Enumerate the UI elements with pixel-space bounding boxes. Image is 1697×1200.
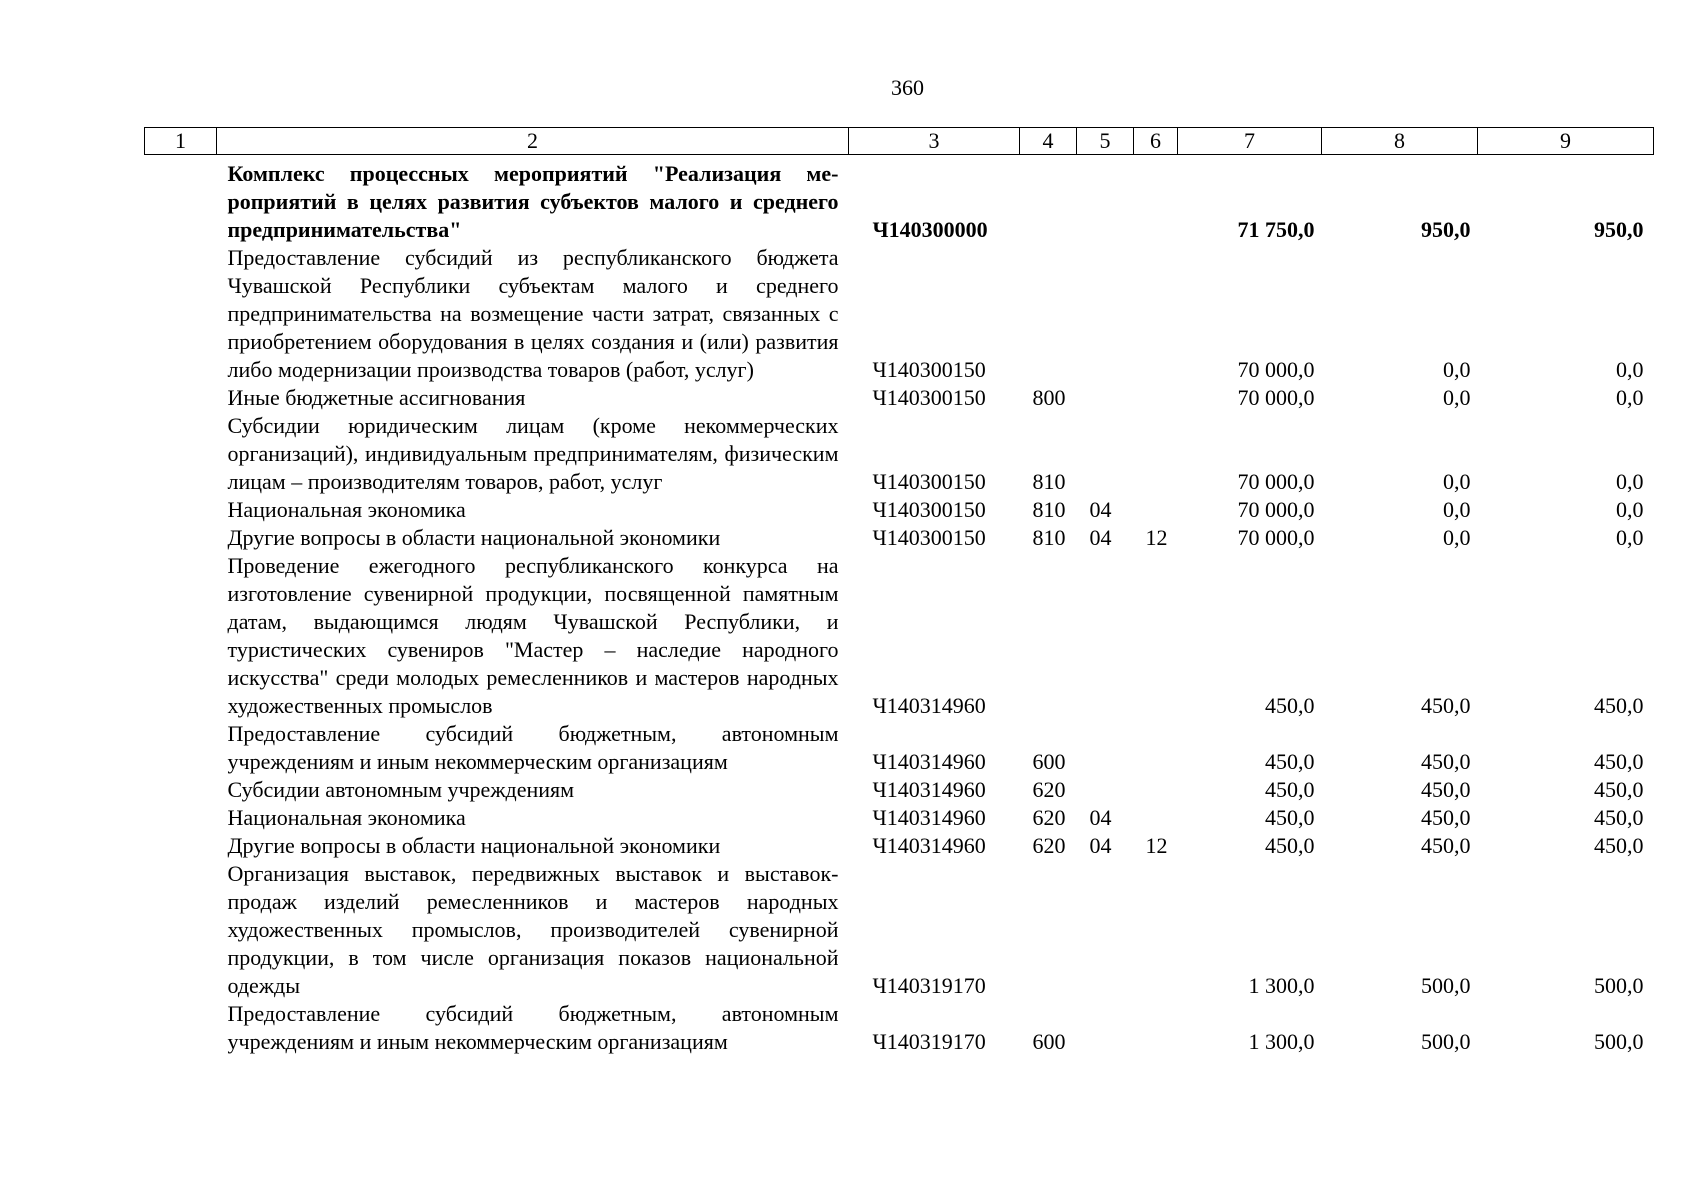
item-name: Иные бюджетные ассигнования [227, 385, 526, 410]
col-1-cell [145, 244, 217, 384]
section-code: 04 [1089, 497, 1112, 522]
page-number: 360 [891, 75, 924, 100]
expense-type-code: 620 [1032, 777, 1066, 802]
expense-type-code [1020, 244, 1077, 384]
item-name: Национальная экономика [227, 497, 466, 522]
section-code: 04 [1089, 833, 1112, 858]
header-col-6: 6 [1134, 128, 1178, 155]
amount-col-7: 450,0 [1265, 833, 1315, 858]
table-row [145, 860, 1654, 1000]
amount-col-9: 450,0 [1594, 693, 1644, 718]
section-code: 04 [1089, 805, 1112, 830]
amount-col-7: 70 000,0 [1237, 497, 1315, 522]
header-col-7: 7 [1178, 128, 1322, 155]
amount-col-9: 0,0 [1616, 497, 1644, 522]
section-code [1077, 552, 1134, 720]
table-row [145, 776, 1654, 804]
item-name: Предоставление субсидий бюджетным, автономным учреждениям и иным некоммерческим организациям [227, 721, 839, 774]
budget-table [144, 127, 1654, 1056]
amount-col-8: 0,0 [1443, 497, 1471, 522]
table-row [145, 804, 1654, 832]
expense-type-code [1020, 552, 1077, 720]
amount-col-7: 70 000,0 [1237, 525, 1315, 550]
col-1-cell [145, 804, 217, 832]
expense-type-code: 620 [1032, 833, 1066, 858]
amount-col-8: 450,0 [1421, 749, 1471, 774]
amount-col-9: 450,0 [1594, 749, 1644, 774]
table-row [145, 244, 1654, 384]
header-col-8: 8 [1322, 128, 1478, 155]
section-code [1077, 1000, 1134, 1056]
col-1-cell [145, 860, 217, 1000]
col-1-cell [145, 496, 217, 524]
expense-type-code: 600 [1032, 1029, 1066, 1054]
amount-col-7: 70 000,0 [1237, 469, 1315, 494]
amount-col-7: 450,0 [1265, 749, 1315, 774]
expense-type-code: 620 [1032, 805, 1066, 830]
item-name: Субсидии автономным учреждениям [227, 777, 575, 802]
section-code: 04 [1089, 525, 1112, 550]
amount-col-8: 0,0 [1443, 385, 1471, 410]
header-col-9: 9 [1478, 128, 1654, 155]
subsection-code [1134, 384, 1178, 412]
header-col-1: 1 [145, 128, 217, 155]
target-article-code: Ч140314960 [872, 805, 986, 830]
expense-type-code: 810 [1032, 525, 1066, 550]
col-1-cell [145, 412, 217, 496]
section-code [1077, 860, 1134, 1000]
subsection-code [1134, 776, 1178, 804]
subsection-code [1134, 412, 1178, 496]
subsection-code [1134, 860, 1178, 1000]
target-article-code: Ч140319170 [872, 973, 986, 998]
table-row [145, 412, 1654, 496]
amount-col-7: 450,0 [1265, 693, 1315, 718]
target-article-code: Ч140300000 [872, 217, 988, 242]
subsection-code [1134, 155, 1178, 245]
subsection-code [1134, 720, 1178, 776]
expense-type-code: 600 [1032, 749, 1066, 774]
target-article-code: Ч140300150 [872, 525, 986, 550]
item-name: Национальная экономика [227, 805, 466, 830]
amount-col-8: 500,0 [1421, 1029, 1471, 1054]
header-col-4: 4 [1020, 128, 1077, 155]
amount-col-8: 0,0 [1443, 469, 1471, 494]
expense-type-code: 810 [1032, 497, 1066, 522]
col-1-cell [145, 384, 217, 412]
item-name: Предоставление субсидий из республиканского бюджета Чувашской Республики субъектам малого и среднего предпринимательства на возмещение части затрат, связанных с приобретением оборудования в целях создания и (или) развития либо модернизации производства товаров (работ, услуг) [227, 245, 839, 382]
amount-col-7: 450,0 [1265, 805, 1315, 830]
amount-col-9: 0,0 [1616, 385, 1644, 410]
subsection-code [1134, 244, 1178, 384]
section-code [1077, 244, 1134, 384]
expense-type-code [1020, 155, 1077, 245]
expense-type-code: 800 [1032, 385, 1066, 410]
amount-col-9: 0,0 [1616, 357, 1644, 382]
col-1-cell [145, 832, 217, 860]
amount-col-9: 500,0 [1594, 1029, 1644, 1054]
amount-col-9: 450,0 [1594, 833, 1644, 858]
subsection-code [1134, 552, 1178, 720]
table-row [145, 384, 1654, 412]
table-row [145, 832, 1654, 860]
col-1-cell [145, 524, 217, 552]
target-article-code: Ч140319170 [872, 1029, 986, 1054]
amount-col-9: 450,0 [1594, 777, 1644, 802]
col-1-cell [145, 776, 217, 804]
item-name: Проведение ежегодного республиканского конкурса на изготовление сувенирной продукции, посвященной памятным датам, выдающимся людям Чувашской Республики, и туристических сувениров "Мастер – наследие народного искусства" среди молодых ремесленников и мастеров народных художественных промыслов [227, 553, 839, 718]
column-number-header-row [145, 128, 1654, 155]
table-row [145, 1000, 1654, 1056]
col-1-cell [145, 552, 217, 720]
amount-col-7: 1 300,0 [1248, 1029, 1315, 1054]
target-article-code: Ч140300150 [872, 497, 986, 522]
amount-col-8: 450,0 [1421, 693, 1471, 718]
amount-col-7: 1 300,0 [1248, 973, 1315, 998]
section-code [1077, 776, 1134, 804]
table-row [145, 524, 1654, 552]
target-article-code: Ч140300150 [872, 357, 986, 382]
target-article-code: Ч140300150 [872, 385, 986, 410]
amount-col-7: 70 000,0 [1237, 385, 1315, 410]
amount-col-8: 500,0 [1421, 973, 1471, 998]
section-code [1077, 720, 1134, 776]
col-1-cell [145, 155, 217, 245]
amount-col-8: 0,0 [1443, 357, 1471, 382]
subsection-code: 12 [1145, 525, 1168, 550]
section-code [1077, 412, 1134, 496]
target-article-code: Ч140300150 [872, 469, 986, 494]
amount-col-9: 450,0 [1594, 805, 1644, 830]
amount-col-9: 0,0 [1616, 525, 1644, 550]
item-name: Субсидии юридическим лицам (кроме некоммерческих организаций), индивидуальным предпринимателям, физическим лицам – производителям товаров, работ, услуг [227, 413, 839, 494]
item-name: Комплекс процессных мероприятий "Реализация мероприятий в целях развития субъектов малого и среднего предпринимательства" [227, 161, 839, 242]
amount-col-8: 450,0 [1421, 805, 1471, 830]
item-name: Другие вопросы в области национальной экономики [227, 525, 721, 550]
amount-col-8: 450,0 [1421, 777, 1471, 802]
table-row [145, 155, 1654, 245]
subsection-code [1134, 496, 1178, 524]
target-article-code: Ч140314960 [872, 693, 986, 718]
table-body [145, 155, 1654, 1057]
subsection-code: 12 [1145, 833, 1168, 858]
section-code [1077, 155, 1134, 245]
col-1-cell [145, 720, 217, 776]
col-1-cell [145, 1000, 217, 1056]
amount-col-8: 950,0 [1421, 217, 1471, 242]
amount-col-7: 70 000,0 [1237, 357, 1315, 382]
subsection-code [1134, 804, 1178, 832]
header-col-2: 2 [217, 128, 849, 155]
header-col-5: 5 [1077, 128, 1134, 155]
subsection-code [1134, 1000, 1178, 1056]
amount-col-7: 450,0 [1265, 777, 1315, 802]
target-article-code: Ч140314960 [872, 777, 986, 802]
table-row [145, 720, 1654, 776]
item-name: Организация выставок, передвижных выставок и выставок-продаж изделий ремесленников и мастеров народных художественных промыслов, производителей сувенирной продукции, в том числе организация показов национальной одежды [227, 861, 839, 998]
header-col-3: 3 [849, 128, 1020, 155]
item-name: Другие вопросы в области национальной экономики [227, 833, 721, 858]
table-row [145, 552, 1654, 720]
target-article-code: Ч140314960 [872, 833, 986, 858]
amount-col-7: 71 750,0 [1237, 217, 1315, 242]
amount-col-9: 950,0 [1594, 217, 1644, 242]
amount-col-9: 0,0 [1616, 469, 1644, 494]
section-code [1077, 384, 1134, 412]
amount-col-9: 500,0 [1594, 973, 1644, 998]
amount-col-8: 0,0 [1443, 525, 1471, 550]
target-article-code: Ч140314960 [872, 749, 986, 774]
table-row [145, 496, 1654, 524]
expense-type-code: 810 [1032, 469, 1066, 494]
amount-col-8: 450,0 [1421, 833, 1471, 858]
expense-type-code [1020, 860, 1077, 1000]
item-name: Предоставление субсидий бюджетным, автономным учреждениям и иным некоммерческим организациям [227, 1001, 839, 1054]
